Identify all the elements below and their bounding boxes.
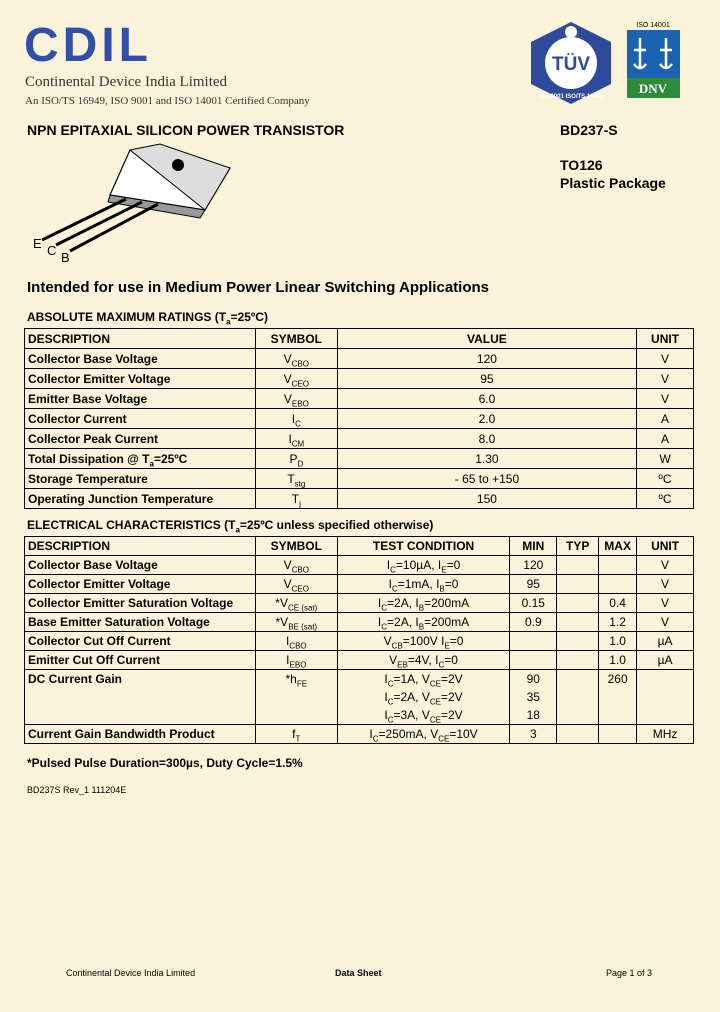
table-row: Collector Emitter Saturation Voltage $*V_{CE (sat)}$ $I_C=2A$, $I_B=200mA$ 0.15 0.4 V (25, 594, 694, 613)
abs-max-heading: ABSOLUTE MAXIMUM RATINGS $(T_a=25ºC)$ (27, 310, 268, 327)
pin-c-label: C (47, 243, 57, 258)
table-row: Operating Junction Temperature $T_j$ 150 ºC (25, 489, 694, 509)
certification-line: An ISO/TS 16949, ISO 9001 and ISO 14001 Certified Company (25, 95, 310, 107)
absolute-max-ratings-table (24, 328, 694, 509)
dc-gain-min: 90 (526, 672, 540, 686)
package-type: Plastic Package (560, 175, 666, 191)
table-row: Collector Base Voltage $V_{CBO}$ 120 V (25, 349, 694, 369)
table-row: Collector Base Voltage $V_{CBO}$ $I_C=10\mu A$, $I_E=0$ 120 V (25, 556, 694, 575)
cdil-logo: CDIL (24, 19, 152, 72)
pulsed-note: *Pulsed Pulse Duration=300µs, Duty Cycle=1.5% (27, 756, 303, 770)
table-row: Collector Emitter Voltage $V_{CEO}$ 95 V (25, 369, 694, 389)
electrical-characteristics-table (24, 536, 694, 744)
company-name: Continental Device India Limited (25, 74, 228, 90)
elec-char-heading: ELECTRICAL CHARACTERISTICS ($T_a=25ºC$ unless specified otherwise) (27, 518, 434, 535)
dc-gain-condition: $I_C=3A$, $V_{CE}=2V$ (384, 708, 463, 725)
table-row: Storage Temperature $T_{stg}$ - 65 to +150 ºC (25, 469, 694, 489)
package-name: TO126 (560, 157, 603, 173)
pin-e-label: E (33, 236, 42, 251)
table-row: Emitter Base Voltage $V_{EBO}$ 6.0 V (25, 389, 694, 409)
table-row: Total Dissipation @ $T_a=25ºC$ $P_D$ 1.30 W (25, 449, 694, 469)
dc-gain-min: 35 (526, 690, 540, 704)
pin-b-label: B (61, 250, 70, 265)
table-row-dc-gain: DC Current Gain $*h_{FE}$ $I_C=1A$, $V_{CE}=2V$ $I_C=2A$, $V_{CE}=2V$ $I_C=3A$, $V_{CE}=2V$ 90 35 18 260 (25, 670, 694, 725)
dc-gain-condition: $I_C=2A$, $V_{CE}=2V$ (384, 690, 463, 707)
table-row: Emitter Cut Off Current $I_{EBO}$ $V_{EB}=4V$, $I_C=0$ 1.0 µA (25, 651, 694, 670)
dnv-text: DNV (638, 81, 668, 96)
table-row: Collector Current $I_C$ 2.0 A (25, 409, 694, 429)
footer-page: Page 1 of 3 (606, 968, 653, 978)
tuv-certification-logo (527, 20, 615, 106)
dnv-certification-logo (626, 20, 681, 100)
dc-gain-min: 18 (526, 708, 540, 722)
table-header-row: DESCRIPTION SYMBOL VALUE UNIT (25, 329, 694, 349)
revision-code: BD237S Rev_1 111204E (27, 785, 127, 795)
tuv-ring-text: ISO 9001 ISO/TS 16949 (538, 94, 604, 100)
part-number: BD237-S (560, 122, 618, 138)
tuv-text: TÜV (552, 54, 590, 75)
table-row: Collector Emitter Voltage $V_{CEO}$ $I_C=1mA$, $I_B=0$ 95 V (25, 575, 694, 594)
table-header-row: DESCRIPTION SYMBOL TEST CONDITION MIN TYP MAX UNIT (25, 537, 694, 556)
iso14001-label: ISO 14001 (636, 22, 670, 29)
table-row: Collector Cut Off Current $I_{CBO}$ $V_{CB}=100V$ $I_E=0$ 1.0 µA (25, 632, 694, 651)
table-row: Collector Peak Current $I_{CM}$ 8.0 A (25, 429, 694, 449)
table-row-gbw: Current Gain Bandwidth Product $f_T$ $I_C=250mA$, $V_{CE}=10V$ 3 MHz (25, 725, 694, 744)
dc-gain-condition: $I_C=1A$, $V_{CE}=2V$ (384, 672, 463, 689)
table-row: Base Emitter Saturation Voltage $*V_{BE (sat)}$ $I_C=2A$, $I_B=200mA$ 0.9 1.2 V (25, 613, 694, 632)
product-title: NPN EPITAXIAL SILICON POWER TRANSISTOR (27, 122, 345, 138)
footer-doc-type: Data Sheet (335, 968, 382, 978)
footer-company: Continental Device India Limited (66, 968, 196, 978)
intended-use: Intended for use in Medium Power Linear Switching Applications (27, 279, 489, 296)
